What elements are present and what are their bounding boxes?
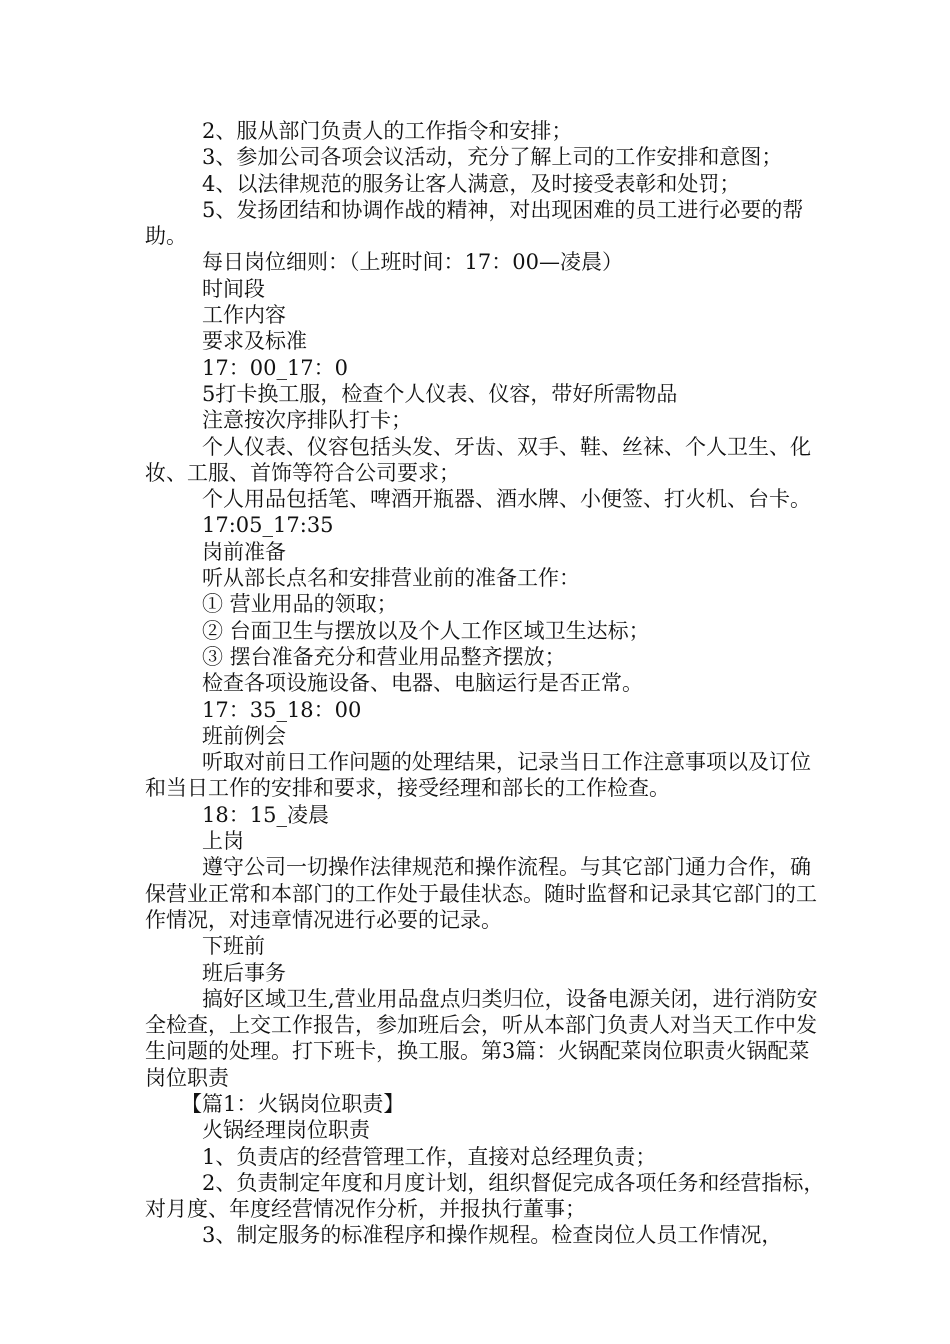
paragraph: 17：35_18：00 (202, 697, 362, 722)
paragraph: 17：00_17：0 (202, 355, 349, 380)
paragraph: 4、以法律规范的服务让客人满意，及时接受表彰和处罚； (202, 171, 741, 196)
paragraph: 工作内容 (202, 303, 286, 328)
paragraph: 时间段 (202, 276, 265, 301)
paragraph: 17:05_17:35 (202, 513, 334, 538)
section-heading: 【篇1：火锅岗位职责】 (181, 1091, 405, 1116)
paragraph: 3、制定服务的标准程序和操作规程。检查岗位人员工作情况， (202, 1223, 783, 1248)
paragraph: 5、发扬团结和协调作战的精神，对出现困难的员工进行必要的帮助。 (145, 197, 804, 249)
paragraph: 搞好区域卫生,营业用品盘点归类归位，设备电源关闭，进行消防安全检查，上交工作报告，参加班后会，听从本部门负责人对当天工作中发生问题的处理。打下班卡，换工服。第3篇：火锅配菜岗位职责火锅配菜岗位职责 (145, 986, 818, 1090)
paragraph: 1、负责店的经营管理工作，直接对总经理负责； (202, 1144, 657, 1169)
paragraph: 检查各项设施设备、电器、电脑运行是否正常。 (202, 671, 643, 696)
paragraph: 要求及标准 (202, 329, 307, 354)
paragraph: 班前例会 (202, 723, 286, 748)
paragraph: 个人仪表、仪容包括头发、牙齿、双手、鞋、丝袜、个人卫生、化妆、工服、首饰等符合公司要求； (145, 434, 811, 485)
paragraph: 2、负责制定年度和月度计划，组织督促完成各项任务和经营指标，对月度、年度经营情况作分析，并报执行董事； (145, 1170, 825, 1222)
paragraph: ① 营业用品的领取； (202, 592, 398, 617)
paragraph: ② 台面卫生与摆放以及个人工作区域卫生达标； (202, 618, 650, 643)
paragraph: 注意按次序排队打卡； (202, 408, 412, 433)
paragraph: 下班前 (202, 934, 265, 959)
paragraph: 岗前准备 (202, 539, 286, 564)
paragraph: 遵守公司一切操作法律规范和操作流程。与其它部门通力合作，确保营业正常和本部门的工作处于最佳状态。随时监督和记录其它部门的工作情况，对违章情况进行必要的记录。 (145, 855, 817, 932)
paragraph: 5打卡换工服，检查个人仪表、仪容，带好所需物品 (202, 381, 678, 406)
paragraph: 每日岗位细则：（上班时间：17：00—凌晨） (202, 250, 623, 275)
paragraph: 18：15_凌晨 (202, 802, 329, 827)
paragraph: 个人用品包括笔、啤酒开瓶器、酒水牌、小便签、打火机、台卡。 (202, 487, 811, 512)
paragraph: 2、服从部门负责人的工作指令和安排； (202, 119, 573, 143)
paragraph: 火锅经理岗位职责 (202, 1118, 370, 1143)
paragraph: 上岗 (202, 829, 244, 854)
paragraph: 听取对前日工作问题的处理结果，记录当日工作注意事项以及订位和当日工作的安排和要求，接受经理和部长的工作检查。 (145, 750, 811, 801)
paragraph: ③ 摆台准备充分和营业用品整齐摆放； (202, 644, 566, 669)
paragraph: 班后事务 (202, 960, 286, 985)
paragraph: 3、参加公司各项会议活动，充分了解上司的工作安排和意图； (202, 145, 783, 170)
paragraph: 听从部长点名和安排营业前的准备工作： (202, 566, 580, 591)
document-page (145, 118, 830, 1249)
